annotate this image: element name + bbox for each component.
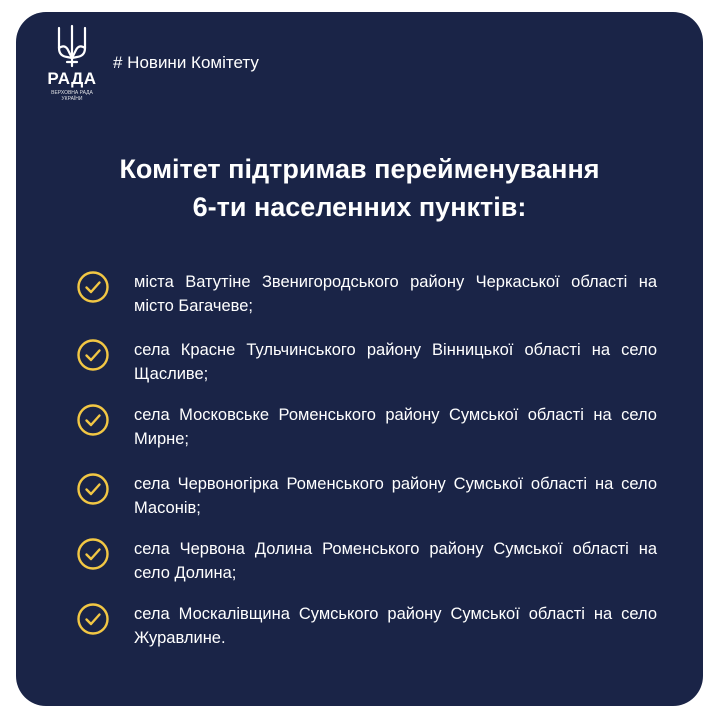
headline-line-1: Комітет підтримав перейменування: [119, 154, 600, 184]
rada-logo: [40, 24, 104, 102]
logo-word: РАДА: [47, 69, 97, 88]
check-circle-icon: [76, 537, 110, 571]
check-circle-icon: [76, 270, 110, 304]
headline-line-2: 6-ти населенних пунктів:: [192, 192, 527, 222]
check-circle-icon: [76, 602, 110, 636]
hashtag-label: # Новини Комітету: [113, 53, 259, 72]
list-item-text: села Червоногірка Роменського району Сумської області на село Масонів;: [134, 475, 657, 517]
news-card: [16, 12, 703, 706]
list-item-text: села Червона Долина Роменського району Сумської області на село Долина;: [134, 540, 657, 582]
check-circle-icon: [76, 472, 110, 506]
logo-subtitle: ВЕРХОВНА РАДА УКРАЇНИ: [51, 90, 93, 102]
headline: [16, 150, 703, 226]
trident-icon: [55, 24, 89, 68]
list-item-text: міста Ватутіне Звенигородського району Черкаської області на місто Багачеве;: [134, 273, 657, 315]
list-item-text: села Красне Тульчинського району Вінницької області на село Щасливе;: [134, 341, 657, 383]
check-circle-icon: [76, 403, 110, 437]
list-item-text: села Москалівщина Сумського району Сумської області на село Журавлине.: [134, 605, 657, 647]
check-circle-icon: [76, 338, 110, 372]
list-item-text: села Московське Роменського району Сумської області на село Мирне;: [134, 406, 657, 448]
